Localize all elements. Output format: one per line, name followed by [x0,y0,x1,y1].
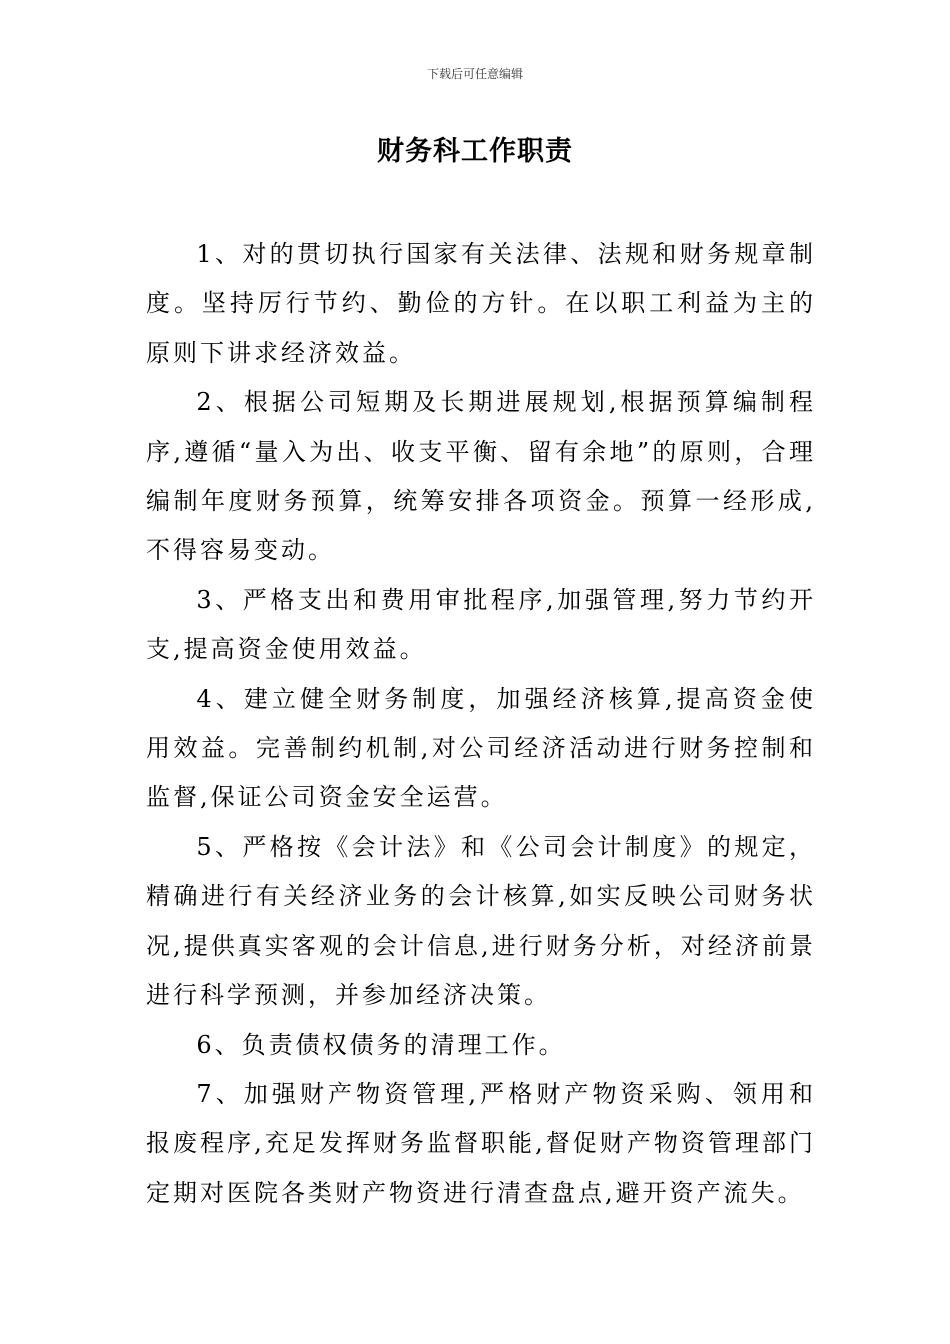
document-title: 财务科工作职责 [377,136,573,167]
paragraph-5: 5、严格按《会计法》和《公司会计制度》的规定，精确进行有关经济业务的会计核算,如实反映公司财务状况,提供真实客观的会计信息,进行财务分析，对经济前景进行科学预测，并参加经济决策。 [146,832,816,1010]
paragraph-4: 4、建立健全财务制度，加强经济核算,提高资金使用效益。完善制约机制,对公司经济活动进行财务控制和监督,保证公司资金安全运营。 [146,684,816,812]
document-body [146,230,816,1218]
paragraph-3: 3、严格支出和费用审批程序,加强管理,努力节约开支,提高资金使用效益。 [146,585,816,664]
paragraph-2: 2、根据公司短期及长期进展规划,根据预算编制程序,遵循“量入为出、收支平衡、留有余地”的原则，合理编制年度财务预算，统筹安排各项资金。预算一经形成,不得容易变动。 [146,388,816,565]
paragraph-6: 6、负责债权债务的清理工作。 [196,1030,566,1059]
header-note: 下载后可任意编辑 [426,67,523,81]
paragraph-1: 1、对的贯切执行国家有关法律、法规和财务规章制度。坚持厉行节约、勤俭的方针。在以职工利益为主的原则下讲求经济效益。 [146,240,816,367]
paragraph-7: 7、加强财产物资管理,严格财产物资采购、领用和报废程序,充足发挥财务监督职能,督促财产物资管理部门定期对医院各类财产物资进行清查盘点,避开资产流失。 [146,1079,816,1207]
